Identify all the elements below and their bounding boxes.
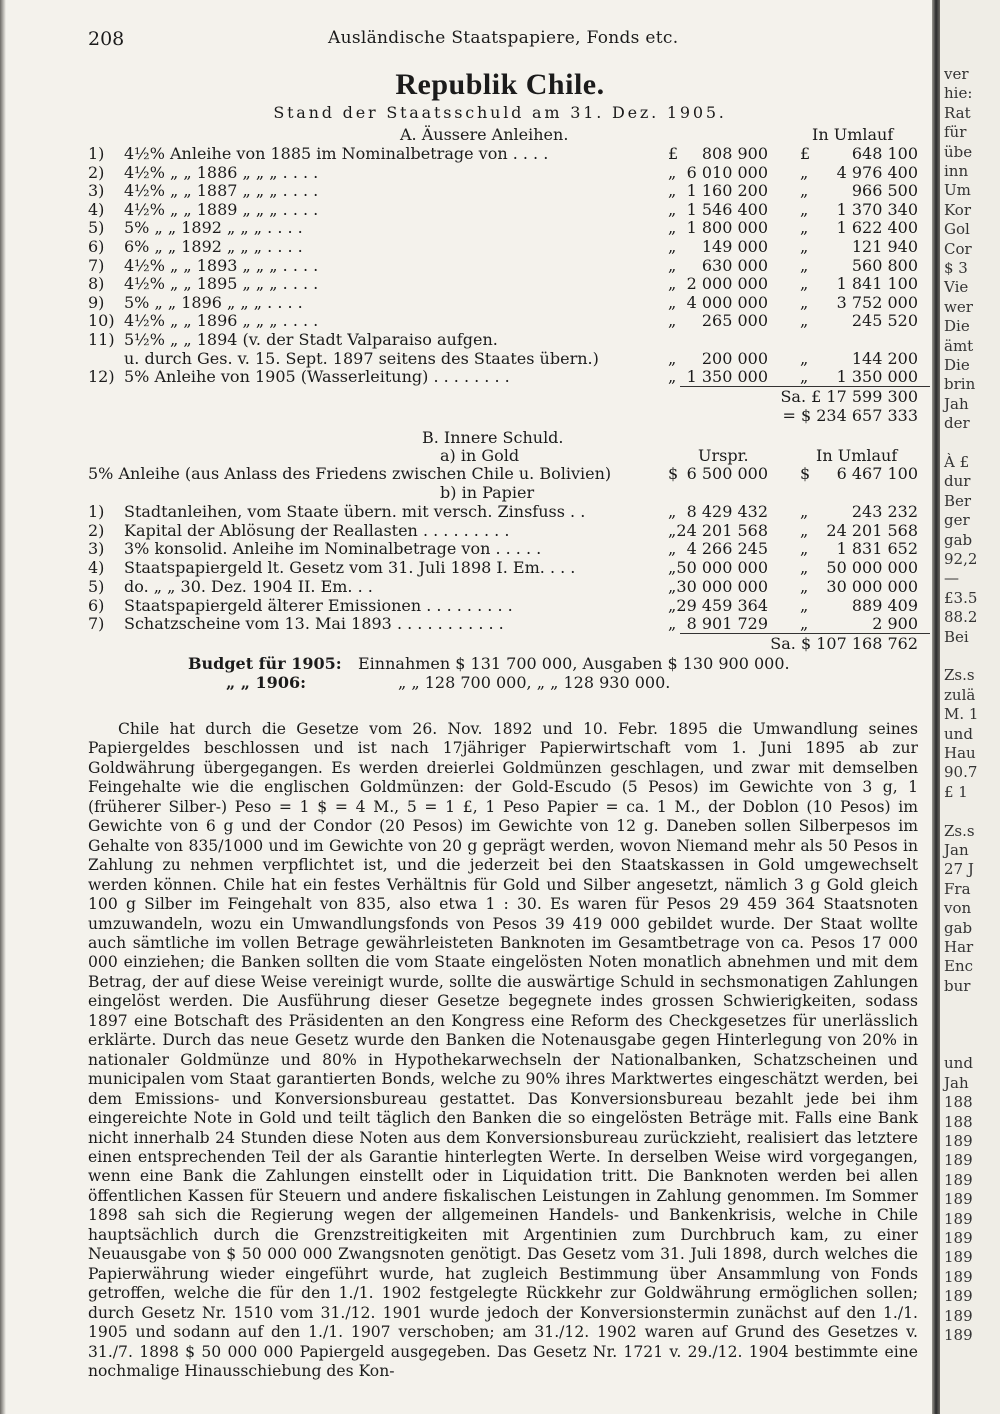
section-b-sub-a-line — [88, 446, 918, 465]
row-number: 4) — [88, 199, 105, 219]
row-number: 9) — [88, 292, 105, 312]
row-circulation: 966 500 — [851, 181, 918, 201]
table-row — [88, 163, 918, 182]
row-circulation: 1 370 340 — [836, 199, 918, 219]
row-currency-circ: „ — [800, 255, 809, 275]
fragment-text: Bei — [944, 627, 969, 646]
row-number: 6) — [88, 595, 105, 615]
row-number: 4) — [88, 558, 105, 578]
book-gutter — [932, 0, 940, 1414]
fragment-text: Zs.s — [944, 666, 975, 685]
section-b-circ-header: In Umlauf — [816, 446, 898, 465]
fragment-text: Fra — [944, 879, 971, 898]
row-circulation: 4 976 400 — [836, 162, 918, 182]
fragment-text: 189 — [944, 1209, 973, 1228]
section-a-sum-value: Sa. £ 17 599 300 — [780, 387, 918, 406]
row-amount: 29 459 364 — [676, 595, 768, 615]
row-amount: 149 000 — [701, 237, 768, 256]
fragment-text: £3.5 — [944, 588, 978, 607]
page-title: Republik Chile. — [395, 68, 605, 101]
fragment-text: der — [944, 414, 970, 433]
fragment-text: Um — [944, 181, 971, 200]
row-number: 3) — [88, 181, 105, 201]
fragment-text: 189 — [944, 1151, 973, 1170]
row-description: 4½% „ „ 1886 „ „ „ . . . . — [124, 162, 319, 182]
fragment-text: Rat — [944, 103, 971, 122]
table-row — [88, 274, 918, 293]
row-currency: „ — [668, 218, 677, 238]
fragment-text: Jah — [944, 394, 969, 413]
fragment-text: 189 — [944, 1170, 973, 1189]
row-circulation: 1 831 652 — [836, 539, 918, 559]
row-currency: „ — [668, 576, 677, 596]
fragment-text: zulä — [944, 685, 976, 704]
table-row — [88, 614, 918, 633]
fragment-text: 189 — [944, 1248, 973, 1267]
page-number: 208 — [88, 28, 125, 50]
fragment-text: Zs.s — [944, 821, 975, 840]
gold-loan-amount: 6 500 000 — [686, 464, 768, 483]
row-amount: 4 000 000 — [686, 292, 768, 312]
section-b-sum-value: Sa. $ 107 168 762 — [770, 634, 918, 653]
fragment-text: Cor — [944, 239, 972, 258]
row-description: 4½% „ „ 1887 „ „ „ . . . . — [124, 181, 319, 201]
row-circulation: 1 350 000 — [836, 367, 918, 387]
section-a-heading: A. Äussere Anleihen. — [400, 125, 569, 144]
fragment-text: wer — [944, 297, 973, 316]
fragment-text: Kor — [944, 200, 972, 219]
row-amount: 6 010 000 — [686, 162, 768, 182]
fragment-text: 189 — [944, 1287, 973, 1306]
fragment-text: 88.2 — [944, 608, 978, 627]
row-description: Staatspapiergeld älterer Emissionen . . . . . . . . . — [124, 595, 513, 615]
row-currency-circ: „ — [800, 311, 809, 331]
row-description: 3% konsolid. Anleihe im Nominalbetrage von . . . . . — [124, 539, 542, 559]
row-currency-circ: „ — [800, 274, 809, 294]
page-subtitle: Stand der Staatsschuld am 31. Dez. 1905. — [273, 103, 727, 122]
row-amount: 1 546 400 — [686, 199, 768, 219]
table-row — [88, 558, 918, 577]
fragment-text: hie: — [944, 84, 973, 103]
table-row — [88, 367, 918, 386]
row-amount: 630 000 — [701, 255, 768, 275]
row-amount: 24 201 568 — [676, 520, 768, 540]
table-row — [88, 218, 918, 237]
row-amount: 808 900 — [701, 144, 768, 163]
row-currency: „ — [668, 502, 677, 521]
row-circulation: 243 232 — [851, 502, 918, 521]
row-circulation: 121 940 — [851, 237, 918, 256]
gold-loan-circ: 6 467 100 — [836, 464, 918, 483]
row-number: 10) — [88, 311, 115, 331]
section-a-circ-header: In Umlauf — [812, 125, 894, 144]
row-description: 5½% „ „ 1894 (v. der Stadt Valparaiso aufgen. — [124, 330, 498, 349]
fragment-text: 189 — [944, 1190, 973, 1209]
row-currency: „ — [668, 199, 677, 219]
row-amount: 4 266 245 — [686, 539, 768, 559]
row-currency-circ: „ — [800, 520, 809, 540]
fragment-text: 189 — [944, 1267, 973, 1286]
fragment-text: und — [944, 1054, 973, 1073]
fragment-text: dur — [944, 472, 971, 491]
fragment-text: Die — [944, 317, 970, 336]
fragment-text: 189 — [944, 1229, 973, 1247]
fragment-text: ger — [944, 511, 970, 530]
section-b-heading: B. Innere Schuld. — [422, 428, 564, 447]
row-description: 5% „ „ 1892 „ „ „ . . . . — [124, 218, 303, 238]
fragment-text: übe — [944, 142, 973, 161]
row-number: 7) — [88, 614, 105, 634]
fragment-text: 189 — [944, 1306, 973, 1325]
fragment-text: Die — [944, 356, 970, 374]
next-page-fragment — [940, 0, 1000, 1414]
row-number: 7) — [88, 255, 105, 275]
row-currency: „ — [668, 348, 677, 368]
section-a-sum-dollar: = $ 234 657 333 — [782, 406, 918, 425]
row-description: 5% „ „ 1896 „ „ „ . . . . — [124, 292, 303, 312]
fragment-text: Enc — [944, 957, 974, 976]
row-description: Staatspapiergeld lt. Gesetz vom 31. Juli 1898 I. Em. . . . — [124, 558, 576, 578]
scan-left-shadow — [0, 0, 6, 1414]
row-description: 4½% „ „ 1893 „ „ „ . . . . — [124, 255, 319, 275]
row-amount: 30 000 000 — [676, 576, 768, 596]
row-description: do. „ „ 30. Dez. 1904 II. Em. . . — [124, 576, 373, 596]
row-currency: „ — [668, 292, 677, 312]
row-number: 1) — [88, 144, 105, 163]
row-circulation: 560 800 — [851, 255, 918, 275]
row-currency: „ — [668, 311, 677, 331]
fragment-text: Gol — [944, 220, 970, 239]
row-circulation: 50 000 000 — [826, 558, 918, 578]
row-circulation: 30 000 000 — [826, 576, 918, 596]
row-number: 6) — [88, 237, 105, 256]
row-number: 8) — [88, 274, 105, 294]
row-currency: „ — [668, 162, 677, 182]
row-currency: „ — [668, 255, 677, 275]
section-b-sub-a: a) in Gold — [440, 446, 520, 465]
section-b-orig-header: Urspr. — [698, 446, 749, 465]
fragment-text: 189 — [944, 1132, 973, 1150]
fragment-text: Ber — [944, 491, 972, 510]
fragment-text: M. 1 — [944, 705, 979, 724]
row-amount: 1 800 000 — [686, 218, 768, 238]
row-currency-circ: „ — [800, 502, 809, 521]
row-circulation: 2 900 — [872, 614, 918, 634]
table-row — [88, 577, 918, 596]
fragment-text: gab — [944, 918, 973, 937]
running-title: Ausländische Staatspapiere, Fonds etc. — [328, 28, 679, 48]
fragment-text: ver — [944, 65, 969, 83]
budget-1905-text: Einnahmen $ 131 700 000, Ausgaben $ 130 900 000. — [358, 654, 790, 673]
row-circulation: 648 100 — [851, 144, 918, 163]
row-currency-circ: „ — [800, 237, 809, 256]
section-a-sum-2 — [88, 406, 918, 425]
row-description: 5% Anleihe von 1905 (Wasserleitung) . . . . . . . . — [124, 367, 510, 387]
fragment-text: 189 — [944, 1326, 973, 1344]
row-currency-circ: „ — [800, 348, 809, 368]
row-description: Kapital der Ablösung der Reallasten . . . . . . . . . — [124, 520, 510, 540]
budget-1905-line — [88, 654, 918, 673]
row-number: 2) — [88, 520, 105, 540]
row-number: 2) — [88, 162, 105, 182]
fragment-text: 188 — [944, 1093, 973, 1112]
row-circulation: 889 409 — [851, 595, 918, 615]
row-currency: £ — [668, 144, 679, 163]
section-a-sum-1 — [88, 387, 918, 406]
fragment-text: von — [944, 899, 972, 918]
gold-loan-row — [88, 464, 918, 483]
fragment-text: ämt — [944, 336, 974, 355]
row-currency: „ — [668, 237, 677, 256]
section-b-heading-line — [88, 428, 918, 447]
row-description: 4½% „ „ 1895 „ „ „ . . . . — [124, 274, 319, 294]
fragment-text: Har — [944, 938, 974, 956]
row-description: 6% „ „ 1892 „ „ „ . . . . — [124, 237, 303, 256]
table-row — [88, 596, 918, 615]
body-paragraph-text: Chile hat durch die Gesetze vom 26. Nov. 1892 und 10. Febr. 1895 die Umwandlung seines Papiergeldes beschlossen und ist nach 17jähriger Papierwirtschaft vom 1. Juni 1895 ab zur Goldwährung übergegangen. Es werden dreierlei Goldmünzen geschlagen, und zwar mit demselben Feingehalte wie die englischen Goldmünzen: der Gold-Escudo (5 Pesos) im Gewichte von 3 g, 1 (früherer Silber-) Peso = 1 $ = 4 M., 5 = 1 £, 1 Peso Papier = ca. 1 M., der Doblon (10 Pesos) im Gewichte von 6 g und der Condor (20 Pesos) im Gewichte von 12 g. Daneben sollen Silberpesos im Gehalte von 835/1000 und im Gewichte von 20 g geprägt werden, wovon Niemand mehr als 50 Pesos in Zahlung zu nehmen verpflichtet ist, und die jederzeit bei den Staatskassen in Gold umgewechselt werden können. Chile hat ein festes Verhältnis für Gold und Silber angesetzt, nämlich 3 g Gold gleich 100 g Silber im Feingehalt von 835, also etwa 1 : 30. Es waren für Pesos 29 459 364 Staatsnoten umzuwandeln, wozu ein Umwandlungsfonds von Pesos 39 419 000 gebildet wurde. Der Staat wollte auch sämtliche im vollen Betrage gewährleisteten Banknoten im Gesamtbetrage von ca. Pesos 17 000 000 einziehen; die Banken sollten die vom Staate eingelösten Noten monatlich abnehmen und mit dem Betrag, der auf diese Weise vereinigt wurde, sollte die auswärtige Schuld in sechsmonatigen Zahlungen eingelöst werden. Die Ausführung dieser Gesetze begegnete indes grossen Schwierigkeiten, sodass 1897 eine Botschaft des Präsidenten an den Kongress eine Reform des Checkgesetzes für unerlässlich erklärte. Durch das neue Gesetz wurde den Banken die Notenausgabe gegen Hinterlegung von 20% in nationaler Goldmünze und 80% in Hypothekarwechseln der Nationalbanken, Schatzscheinen und municipalen vom Staat garantierten Bonds, welche zu 90% ihres Marktwertes eingeschätzt werden, bei dem Emissions- und Konversionsbureau gestattet. Das Konversionsbureau bezahlt jede bei ihm eingereichte Note in Gold und teilt täglich den Banken die so eingelösten Beträge mit. Falls eine Bank nicht innerhalb 24 Stunden diese Noten aus dem Konversionsbureau zurückzieht, realisiert das letztere einen entsprechenden Teil der als Garantie hinterlegten Werte. In derselben Weise wird vorgegangen, wenn eine Bank die Zahlungen einstellt oder in Liquidation tritt. Die Banknoten werden bei allen öffentlichen Kassen für Steuern und andere fiskalischen Leistungen in Zahlung genommen. Im Sommer 1898 sah sich die Regierung wegen der allgemeinen Handels- und Bankenkrisis, welche in Chile hauptsächlich durch die Grenzstreitigkeiten mit Argentinien zum Durchbruch kam, zu einer Neuausgabe von $ 50 000 000 Zwangsnoten genötigt. Das Gesetz vom 31. Juli 1898, durch welches die Papierwährung wieder eingeführt wurde, hat zugleich Bestimmung über Ansammlung von Fonds getroffen, welche die für den 1./1. 1902 festgelegte Rückkehr zur Goldwährung ermöglichen sollen; durch Gesetz Nr. 1510 vom 31./12. 1901 wurde jedoch der Konversionstermin zunächst auf den 1./1. 1905 und sodann auf den 1./1. 1907 verschoben; am 31./12. 1902 waren auf Grund des Gesetzes v. 31./7. 1898 $ 50 000 000 Papiergeld ausgegeben. Das Gesetz Nr. 1721 v. 29./12. 1904 bestimmte eine nochmalige Hinausschiebung des Kon- — [88, 720, 918, 1380]
fragment-text: und — [944, 724, 973, 743]
page-header — [88, 28, 918, 52]
row-number: 1) — [88, 502, 105, 521]
fragment-text: für — [944, 123, 967, 142]
row-currency-circ: „ — [800, 367, 809, 387]
fragment-text: Jan — [944, 841, 969, 859]
row-currency: „ — [668, 274, 677, 294]
table-row — [88, 293, 918, 312]
row-amount: 200 000 — [701, 348, 768, 368]
gold-loan-cur2: $ — [800, 464, 811, 483]
row-currency: „ — [668, 367, 677, 387]
fragment-text: $ 3 — [944, 259, 968, 277]
fragment-text: bur — [944, 976, 971, 995]
fragment-text: brin — [944, 375, 976, 394]
row-currency-circ: „ — [800, 199, 809, 219]
table-row — [88, 521, 918, 540]
body-paragraph — [88, 720, 918, 1381]
row-currency-circ: „ — [800, 292, 809, 312]
row-circulation: 144 200 — [851, 348, 918, 368]
fragment-text: 90.7 — [944, 763, 978, 782]
row-number: 3) — [88, 539, 105, 559]
row-circulation: 1 622 400 — [836, 218, 918, 238]
fragment-text: Vie — [944, 278, 969, 297]
row-currency-circ: „ — [800, 595, 809, 615]
row-currency-circ: „ — [800, 162, 809, 182]
row-description: Stadtanleihen, vom Staate übern. mit versch. Zinsfuss . . — [124, 502, 586, 521]
gold-loan-cur: $ — [668, 464, 679, 483]
fragment-text: 27 J — [944, 860, 974, 879]
table-row — [88, 256, 918, 275]
fragment-text: 92,2 — [944, 550, 978, 568]
row-amount: 50 000 000 — [676, 558, 768, 578]
section-b-sub-b: b) in Papier — [440, 483, 535, 502]
row-description: Schatzscheine vom 13. Mai 1893 . . . . . . . . . . . — [124, 614, 504, 634]
fragment-text: 188 — [944, 1112, 973, 1131]
fragment-text: Hau — [944, 744, 976, 762]
row-currency: „ — [668, 614, 677, 634]
fragment-text: À £ — [944, 453, 970, 471]
row-currency-circ: „ — [800, 181, 809, 201]
gold-loan-desc: 5% Anleihe (aus Anlass des Friedens zwischen Chile u. Bolivien) — [88, 464, 612, 483]
row-number: 11) — [88, 330, 115, 349]
table-row — [88, 181, 918, 200]
row-amount: 8 901 729 — [686, 614, 768, 634]
row-currency-circ: „ — [800, 539, 809, 559]
row-currency-circ: £ — [800, 144, 811, 163]
budget-1905-label: Budget für 1905: — [188, 654, 342, 673]
budget-1906-line — [88, 673, 918, 692]
fragment-text: £ 1 — [944, 782, 968, 801]
row-amount: 1 160 200 — [686, 181, 768, 201]
fragment-text: — — [944, 569, 959, 588]
row-description: 4½% „ „ 1896 „ „ „ . . . . — [124, 311, 319, 331]
table-row — [88, 330, 918, 349]
table-row — [88, 502, 918, 521]
row-currency: „ — [668, 539, 677, 559]
row-amount: 8 429 432 — [686, 502, 768, 521]
table-row — [88, 311, 918, 330]
section-a-heading-line — [88, 125, 918, 144]
row-currency-circ: „ — [800, 218, 809, 238]
row-circulation: 245 520 — [851, 311, 918, 331]
row-number: 5) — [88, 576, 105, 596]
row-currency: „ — [668, 520, 677, 540]
row-circulation: 3 752 000 — [836, 292, 918, 312]
row-currency: „ — [668, 595, 677, 615]
table-row — [88, 200, 918, 219]
row-currency: „ — [668, 181, 677, 201]
table-row — [88, 539, 918, 558]
row-number: 12) — [88, 367, 115, 387]
table-row — [88, 349, 918, 368]
table-row — [88, 144, 918, 163]
budget-1906-text: „ „ 128 700 000, „ „ 128 930 000. — [398, 673, 671, 692]
table-row — [88, 237, 918, 256]
row-description: 4½% „ „ 1889 „ „ „ . . . . — [124, 199, 319, 219]
row-currency-circ: „ — [800, 576, 809, 596]
row-description: u. durch Ges. v. 15. Sept. 1897 seitens des Staates übern.) — [124, 348, 599, 368]
row-circulation: 1 841 100 — [836, 274, 918, 294]
budget-1906-label: „ „ 1906: — [226, 673, 306, 692]
fragment-text: Jah — [944, 1073, 969, 1092]
row-currency-circ: „ — [800, 614, 809, 634]
row-circulation: 24 201 568 — [826, 520, 918, 540]
row-amount: 2 000 000 — [686, 274, 768, 294]
row-description: 4½% Anleihe von 1885 im Nominalbetrage von . . . . — [124, 144, 549, 163]
row-currency: „ — [668, 558, 677, 578]
fragment-text: inn — [944, 162, 969, 180]
row-currency-circ: „ — [800, 558, 809, 578]
row-amount: 1 350 000 — [686, 367, 768, 387]
row-amount: 265 000 — [701, 311, 768, 331]
fragment-text: gab — [944, 530, 973, 549]
section-b-sum — [88, 634, 918, 653]
row-number: 5) — [88, 218, 105, 238]
section-b-sub-b-line — [88, 483, 918, 502]
